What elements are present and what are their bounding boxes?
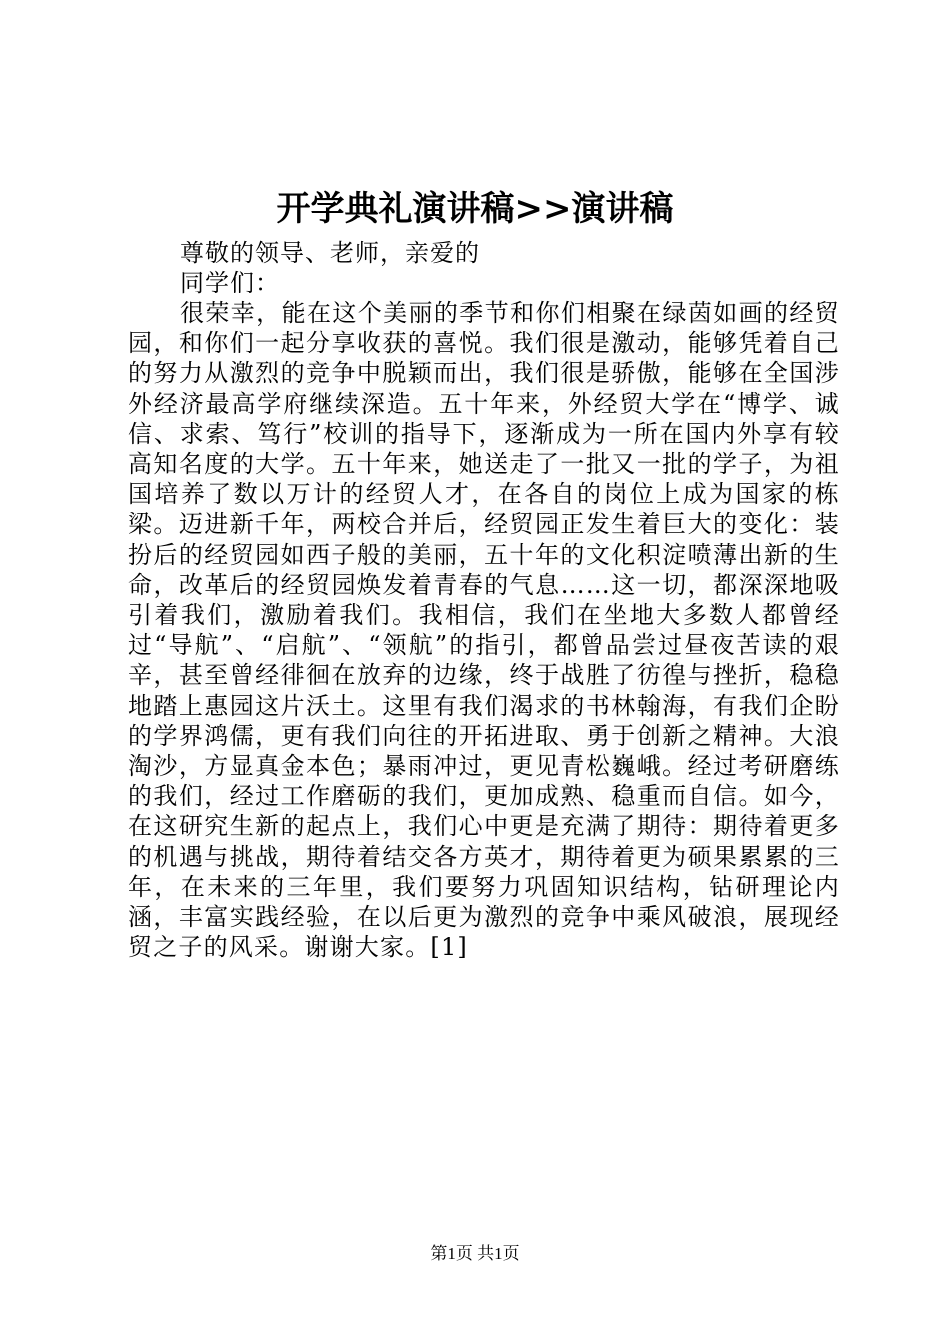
document-title: 开学典礼演讲稿>>演讲稿 bbox=[276, 189, 674, 229]
salutation-line-2: 同学们： bbox=[180, 269, 280, 297]
speech-body: 很荣幸，能在这个美丽的季节和你们相聚在绿茵如画的经贸园，和你们一起分享收获的喜悦。我们很是激动，能够凭着自己的努力从激烈的竞争中脱颖而出，我们很是骄傲，能够在全国涉外经济最高学府继续深造。五十年来，外经贸大学在“博学、诚信、求索、笃行”校训的指导下，逐渐成为一所在国内外享有较高知名度的大学。五十年来，她送走了一批又一批的学子，为祖国培养了数以万计的经贸人才，在各自的岗位上成为国家的栋梁。迈进新千年，两校合并后，经贸园正发生着巨大的变化：装扮后的经贸园如西子般的美丽，五十年的文化积淀喷薄出新的生命，改革后的经贸园焕发着青春的气息……这一切，都深深地吸引着我们，激励着我们。我相信，我们在坐地大多数人都曾经过“导航”、“启航”、“领航”的指引，都曾品尝过昼夜苦读的艰辛，甚至曾经徘徊在放弃的边缘，终于战胜了彷徨与挫折，稳稳地踏上惠园这片沃土。这里有我们渴求的书林翰海，有我们企盼的学界鸿儒，更有我们向往的开拓进取、勇于创新之精神。大浪淘沙，方显真金本色；暴雨冲过，更见青松巍峨。经过考研磨练的我们，经过工作磨砺的我们，更加成熟、稳重而自信。如今，在这研究生新的起点上，我们心中更是充满了期待：期待着更多的机遇与挑战，期待着结交各方英才，期待着更为硕果累累的三年，在未来的三年里，我们要努力巩固知识结构，钻研理论内涵，丰富实践经验，在以后更为激烈的竞争中乘风破浪，展现经贸之子的风采。谢谢大家。[1] bbox=[128, 299, 840, 962]
salutation-line-1: 尊敬的领导、老师，亲爱的 bbox=[180, 239, 480, 267]
page-footer: 第1页 共1页 bbox=[430, 1244, 520, 1263]
